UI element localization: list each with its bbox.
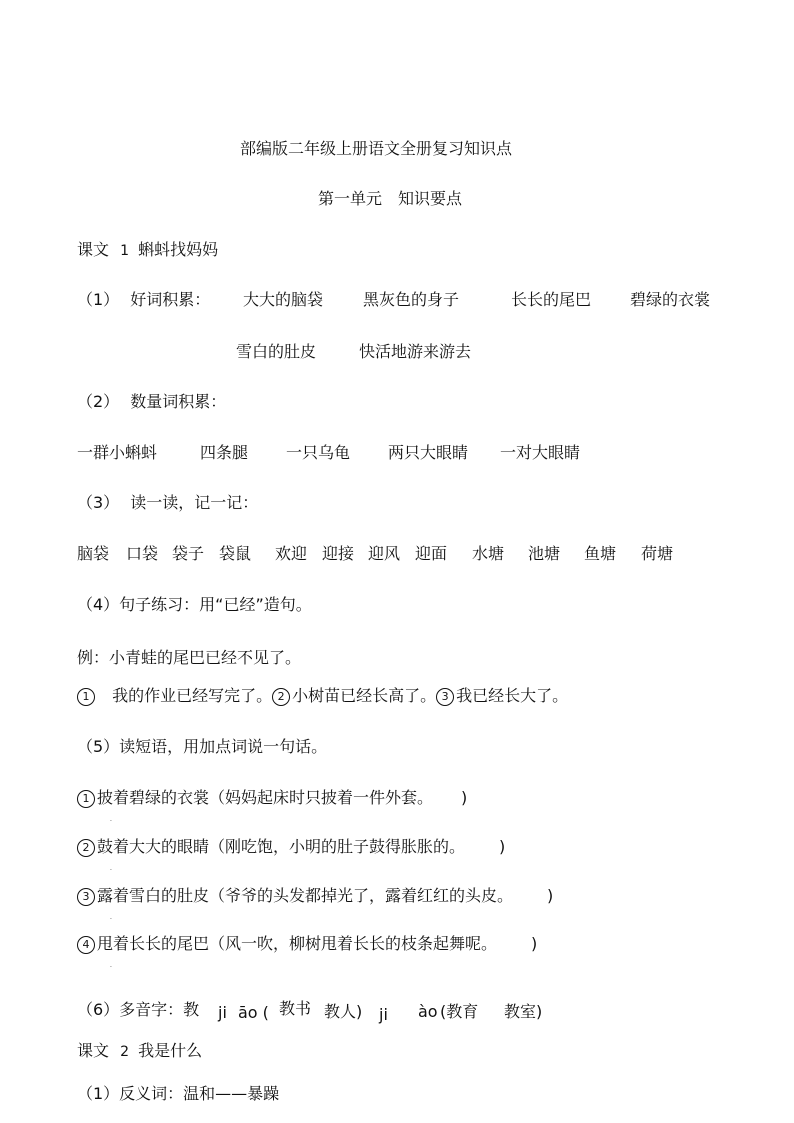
lesson-name: 蝌蚪找妈妈 bbox=[138, 240, 219, 259]
phrase-line bbox=[77, 788, 467, 808]
example-sentence: （刚吃饱，小明的肚子鼓得胀胀的。 bbox=[209, 837, 458, 856]
word: (教育 bbox=[440, 1002, 479, 1021]
s6-label: （6）多音字：教 bbox=[77, 1000, 200, 1019]
phrase: 甩着长长的尾巴 bbox=[97, 934, 210, 953]
word: 教室) bbox=[504, 1002, 543, 1021]
close-paren: ) bbox=[547, 886, 554, 905]
page-title: 部编版二年级上册语文全册复习知识点 bbox=[240, 139, 513, 158]
s4-heading: （4）句子练习：用“已经”造句。 bbox=[77, 595, 312, 614]
phrase-line bbox=[77, 837, 505, 857]
s2-label: 数量词积累： bbox=[130, 392, 227, 411]
word: 四条腿 bbox=[200, 443, 249, 462]
word: 水塘 bbox=[472, 544, 505, 563]
emphasis-dot: · bbox=[110, 818, 112, 825]
answer-sentence: 我的作业已经写完了。 bbox=[112, 686, 273, 705]
word: 池塘 bbox=[528, 544, 561, 563]
s3-label-line bbox=[77, 493, 258, 513]
circle-number: 2 bbox=[77, 839, 95, 857]
emphasis-dot: · bbox=[110, 916, 112, 923]
circle-number: 2 bbox=[272, 688, 290, 706]
s5-heading: （5）读短语，用加点词说一句话。 bbox=[77, 737, 328, 756]
word: 长长的尾巴 bbox=[511, 290, 592, 309]
close-paren: ) bbox=[461, 788, 468, 807]
phrase-line bbox=[77, 934, 537, 954]
phrase: 披着碧绿的衣裳 bbox=[97, 788, 210, 807]
word: 教书 bbox=[279, 999, 312, 1018]
word: 袋鼠 bbox=[219, 544, 252, 563]
emphasis-dot: · bbox=[110, 964, 112, 971]
pinyin: ji bbox=[379, 1005, 388, 1024]
lesson-prefix: 课文 bbox=[77, 1041, 110, 1060]
example-sentence: （风一吹，柳树甩着长长的枝条起舞呢。 bbox=[209, 934, 490, 953]
close-paren: ) bbox=[499, 837, 506, 856]
word: 快活地游来游去 bbox=[359, 342, 472, 361]
emphasis-dot: · bbox=[110, 867, 112, 874]
s2-num: （2） bbox=[77, 392, 120, 411]
s2-label-line bbox=[77, 392, 226, 412]
word: 两只大眼睛 bbox=[388, 443, 469, 462]
s4-example: 例：小青蛙的尾巴已经不见了。 bbox=[77, 648, 302, 667]
lesson-number: 1 bbox=[120, 243, 130, 259]
close-paren: ) bbox=[531, 934, 538, 953]
word: 迎面 bbox=[415, 544, 448, 563]
s4-answers bbox=[77, 686, 568, 706]
unit-title: 第一单元 知识要点 bbox=[318, 189, 463, 208]
s3-label: 读一读，记一记： bbox=[130, 493, 259, 512]
phrase: 露着雪白的肚皮 bbox=[97, 886, 210, 905]
circle-number: 1 bbox=[77, 688, 95, 706]
answer-sentence: 我已经长大了。 bbox=[456, 686, 569, 705]
word: 迎风 bbox=[368, 544, 401, 563]
s3-num: （3） bbox=[77, 493, 120, 512]
pinyin: ji bbox=[218, 1003, 227, 1022]
example-sentence: （妈妈起床时只披着一件外套。 bbox=[209, 788, 426, 807]
word: 一群小蝌蚪 bbox=[77, 443, 158, 462]
circle-number: 3 bbox=[436, 688, 454, 706]
circle-number: 3 bbox=[77, 888, 95, 906]
word: 袋子 bbox=[172, 544, 205, 563]
word: 口袋 bbox=[126, 544, 159, 563]
lesson2-heading bbox=[77, 1041, 202, 1062]
phrase-line bbox=[77, 886, 553, 906]
word: 一只乌龟 bbox=[286, 443, 351, 462]
circle-number: 4 bbox=[77, 936, 95, 954]
word: 一对大眼睛 bbox=[500, 443, 581, 462]
word: 大大的脑袋 bbox=[243, 290, 324, 309]
lesson-prefix: 课文 bbox=[77, 240, 110, 259]
lesson1-heading bbox=[77, 240, 218, 261]
word: 脑袋 bbox=[77, 544, 110, 563]
s1-label: 好词积累： bbox=[130, 290, 211, 309]
word: 鱼塘 bbox=[584, 544, 617, 563]
answer-sentence: 小树苗已经长高了。 bbox=[292, 686, 437, 705]
pinyin: ào bbox=[418, 1002, 438, 1021]
phrase: 鼓着大大的眼睛 bbox=[97, 837, 210, 856]
pinyin: āo ( bbox=[238, 1003, 269, 1022]
s1-label-line bbox=[77, 290, 210, 310]
word: 荷塘 bbox=[641, 544, 674, 563]
word: 黑灰色的身子 bbox=[363, 290, 460, 309]
word: 迎接 bbox=[322, 544, 355, 563]
lesson-number: 2 bbox=[120, 1044, 130, 1060]
s1-num: （1） bbox=[77, 290, 120, 309]
circle-number: 1 bbox=[77, 790, 95, 808]
word: 教人) bbox=[324, 1002, 363, 1021]
word: 碧绿的衣裳 bbox=[630, 290, 711, 309]
example-sentence: （爷爷的头发都掉光了，露着红红的头皮。 bbox=[209, 886, 506, 905]
lesson-name: 我是什么 bbox=[138, 1041, 203, 1060]
lesson2-s1: （1）反义词：温和——暴躁 bbox=[77, 1084, 280, 1103]
word: 雪白的肚皮 bbox=[236, 342, 317, 361]
word: 欢迎 bbox=[275, 544, 308, 563]
